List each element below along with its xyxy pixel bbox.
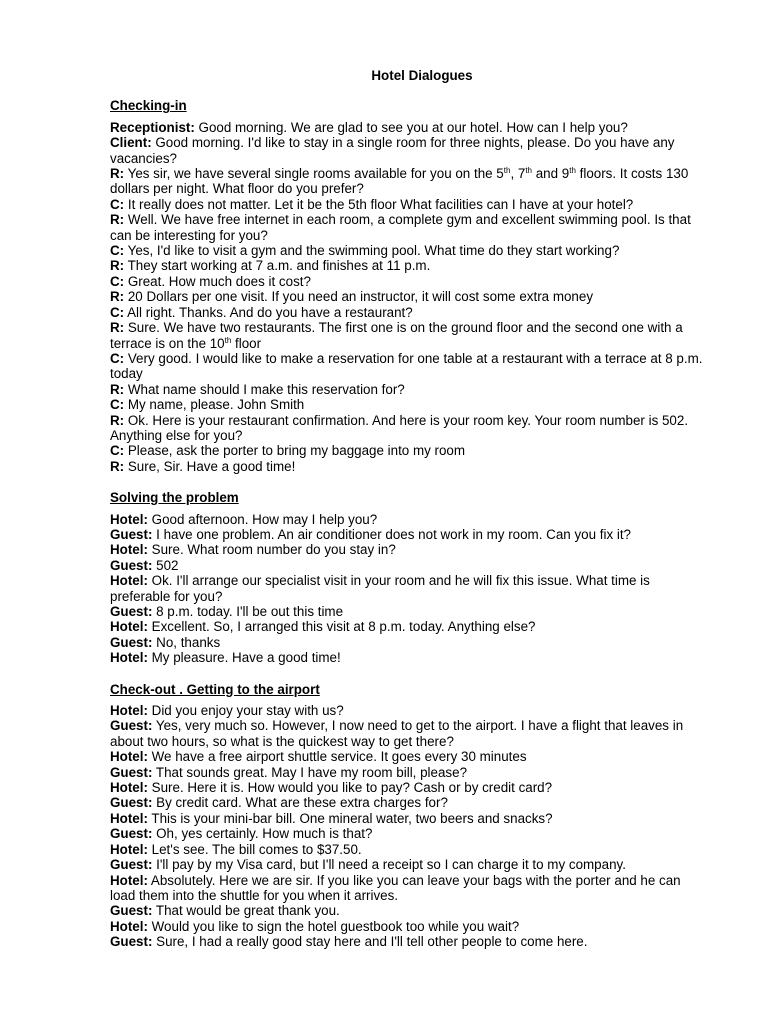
dialogue-line (110, 512, 708, 527)
dialogue-line (110, 749, 708, 764)
dialogue-line (110, 826, 708, 841)
speaker-label: Guest: (110, 795, 153, 811)
dialogue-text: Sure, Sir. Have a good time! (124, 458, 296, 474)
dialogue-line (110, 811, 708, 826)
dialogue-text: I have one problem. An air conditioner does not work in my room. Can you fix it? (152, 526, 632, 542)
dialogue-line (110, 289, 708, 304)
dialogue-line (110, 718, 708, 749)
dialogue-text: Let's see. The bill comes to $37.50. (147, 841, 362, 857)
dialogue-line (110, 842, 708, 857)
dialogue-text: By credit card. What are these extra charges for? (152, 795, 448, 811)
dialogue-text: Yes sir, we have several single rooms available for you on the 5 (124, 166, 504, 182)
ordinal-suffix: th (525, 166, 532, 176)
speaker-label: Hotel: (110, 650, 148, 666)
dialogue-text: Well. We have free internet in each room, a complete gym and excellent swimming pool. Is that can be interesting for you? (110, 212, 691, 243)
ordinal-suffix: th (569, 166, 576, 176)
document-title: Hotel Dialogues (371, 68, 473, 83)
dialogue-line (110, 320, 708, 351)
speaker-label: Guest: (110, 857, 153, 873)
speaker-label: R: (110, 381, 125, 397)
speaker-label: Hotel: (110, 749, 148, 765)
speaker-label: Hotel: (110, 780, 148, 796)
speaker-label: R: (110, 166, 125, 182)
dialogue-line (110, 274, 708, 289)
speaker-label: R: (110, 289, 125, 305)
dialogue-text: That sounds great. May I have my room bill, please? (152, 764, 468, 780)
dialogue-line (110, 459, 708, 474)
speaker-label: Hotel: (110, 810, 148, 826)
section-heading: Checking-in (110, 98, 187, 114)
dialogue-line (110, 573, 708, 604)
speaker-label: R: (110, 458, 125, 474)
speaker-label: Hotel: (110, 511, 148, 527)
speaker-label: Guest: (110, 526, 153, 542)
dialogue-text: 20 Dollars per one visit. If you need an instructor, it will cost some extra money (124, 289, 594, 305)
dialogue-text: Great. How much does it cost? (124, 273, 311, 289)
speaker-label: R: (110, 212, 125, 228)
ordinal-suffix: th (224, 335, 232, 345)
dialogue-line (110, 903, 708, 918)
dialogue-line (110, 703, 708, 718)
dialogue-text: and 9 (532, 166, 570, 182)
speaker-label: Hotel: (110, 872, 148, 888)
speaker-label: R: (110, 258, 125, 274)
dialogue-line (110, 934, 708, 949)
speaker-label: C: (110, 196, 125, 212)
speaker-label: C: (110, 350, 125, 366)
speaker-label: C: (110, 443, 125, 459)
speaker-label: C: (110, 304, 125, 320)
speaker-label: R: (110, 320, 125, 336)
dialogue-line (110, 765, 708, 780)
dialogue-text: Yes, I'd like to visit a gym and the swimming pool. What time do they start working? (124, 243, 620, 259)
dialogue-text: , 7 (510, 166, 526, 182)
dialogue-text: 8 p.m. today. I'll be out this time (152, 604, 344, 619)
dialogue-line (110, 558, 708, 573)
section-heading: Check-out . Getting to the airport (110, 681, 320, 697)
dialogue-text: All right. Thanks. And do you have a restaurant? (124, 304, 413, 320)
dialogue-text: It really does not matter. Let it be the 5th floor What facilities can I have at your hotel? (124, 196, 634, 212)
speaker-label: C: (110, 273, 125, 289)
dialogue-line (110, 382, 708, 397)
dialogue-text: Absolutely. Here we are sir. If you like you can leave your bags with the porter and he can load them into the shuttle for you when it arrives. (110, 872, 681, 903)
dialogue-line (110, 258, 708, 273)
dialogue-line (110, 857, 708, 872)
dialogue-text: Ok. I'll arrange our specialist visit in your room and he will fix this issue. What time is preferable for you? (110, 573, 650, 604)
dialogue-section (110, 682, 708, 950)
dialogue-text: Excellent. So, I arranged this visit at 8 p.m. today. Anything else? (147, 619, 536, 635)
speaker-label: Guest: (110, 604, 153, 619)
speaker-label: C: (110, 243, 125, 259)
dialogue-text: My pleasure. Have a good time! (147, 650, 341, 666)
dialogue-line (110, 212, 708, 243)
speaker-label: Hotel: (110, 542, 148, 558)
ordinal-suffix: th (503, 166, 511, 176)
dialogue-text: Did you enjoy your stay with us? (147, 703, 344, 719)
dialogue-text: Good morning. I'd like to stay in a single room for three nights, please. Do you have any vacancies? (110, 135, 675, 166)
speaker-label: C: (110, 397, 125, 413)
dialogue-section (110, 98, 708, 474)
speaker-label: Guest: (110, 934, 153, 950)
dialogue-text: Oh, yes certainly. How much is that? (152, 826, 373, 842)
dialogue-line (110, 166, 708, 197)
speaker-label: Hotel: (110, 619, 148, 635)
dialogue-line (110, 351, 708, 382)
dialogue-line (110, 305, 708, 320)
speaker-label: Guest: (110, 634, 153, 650)
dialogue-line (110, 919, 708, 934)
speaker-label: Guest: (110, 826, 153, 842)
dialogue-line (110, 197, 708, 212)
dialogue-line (110, 619, 708, 634)
dialogue-text: That would be great thank you. (152, 903, 340, 919)
dialogue-text: Sure, I had a really good stay here and I'll tell other people to come here. (152, 934, 588, 950)
dialogue-text: floor (231, 335, 262, 351)
dialogue-text: Ok. Here is your restaurant confirmation. And here is your room key. Your room number is 502. Anything else for you? (110, 412, 689, 443)
speaker-label: Guest: (110, 903, 153, 919)
dialogue-text: floors. It costs 130 dollars per night. What floor do you prefer? (110, 166, 689, 197)
dialogue-text: Very good. I would like to make a reservation for one table at a restaurant with a terrace at 8 p.m. today (110, 350, 703, 382)
speaker-label: Receptionist: (110, 119, 195, 135)
speaker-label: Guest: (110, 718, 153, 734)
speaker-label: Hotel: (110, 918, 148, 934)
dialogue-line (110, 527, 708, 542)
dialogue-section (110, 490, 708, 665)
dialogue-line (110, 413, 708, 444)
dialogue-text: Would you like to sign the hotel guestbook too while you wait? (147, 918, 520, 934)
dialogue-text: No, thanks (152, 634, 221, 650)
dialogue-text: My name, please. John Smith (124, 397, 305, 413)
dialogue-text: Good morning. We are glad to see you at our hotel. How can I help you? (194, 119, 628, 135)
speaker-label: Guest: (110, 764, 153, 780)
speaker-label: Client: (110, 135, 152, 151)
dialogue-text: We have a free airport shuttle service. It goes every 30 minutes (147, 749, 527, 765)
dialogue-text: Good afternoon. How may I help you? (147, 511, 378, 527)
dialogue-text: Sure. What room number do you stay in? (147, 542, 396, 558)
dialogue-text: Yes, very much so. However, I now need to get to the airport. I have a flight that leaves in about two hours, so what is the quickest way to get there? (110, 718, 684, 749)
dialogue-text: What name should I make this reservation for? (124, 381, 405, 397)
speaker-label: Hotel: (110, 841, 148, 857)
dialogue-text: I'll pay by my Visa card, but I'll need a receipt so I can charge it to my company. (152, 857, 626, 873)
dialogue-line (110, 542, 708, 557)
dialogue-line (110, 780, 708, 795)
dialogue-text: Sure. We have two restaurants. The first one is on the ground floor and the second one with a terrace is on the 10 (110, 320, 683, 351)
speaker-label: Hotel: (110, 573, 148, 589)
speaker-label: Guest: (110, 557, 153, 573)
speaker-label: R: (110, 412, 125, 428)
dialogue-line (110, 120, 708, 135)
dialogue-text: This is your mini-bar bill. One mineral water, two beers and snacks? (147, 810, 553, 826)
speaker-label: Hotel: (110, 703, 148, 719)
dialogue-line (110, 650, 708, 665)
dialogue-text: Sure. Here it is. How would you like to pay? Cash or by credit card? (147, 780, 553, 796)
dialogue-line (110, 635, 708, 650)
dialogue-text: Please, ask the porter to bring my baggage into my room (124, 443, 466, 459)
dialogue-line (110, 243, 708, 258)
dialogue-text: They start working at 7 a.m. and finishes at 11 p.m. (124, 258, 431, 274)
dialogue-line (110, 795, 708, 810)
dialogue-sections (110, 98, 708, 949)
dialogue-text: 502 (152, 557, 179, 573)
dialogue-line (110, 873, 708, 904)
dialogue-line (110, 443, 708, 458)
dialogue-line (110, 135, 708, 166)
dialogue-line (110, 604, 708, 619)
dialogue-line (110, 397, 708, 412)
section-heading: Solving the problem (110, 490, 239, 506)
